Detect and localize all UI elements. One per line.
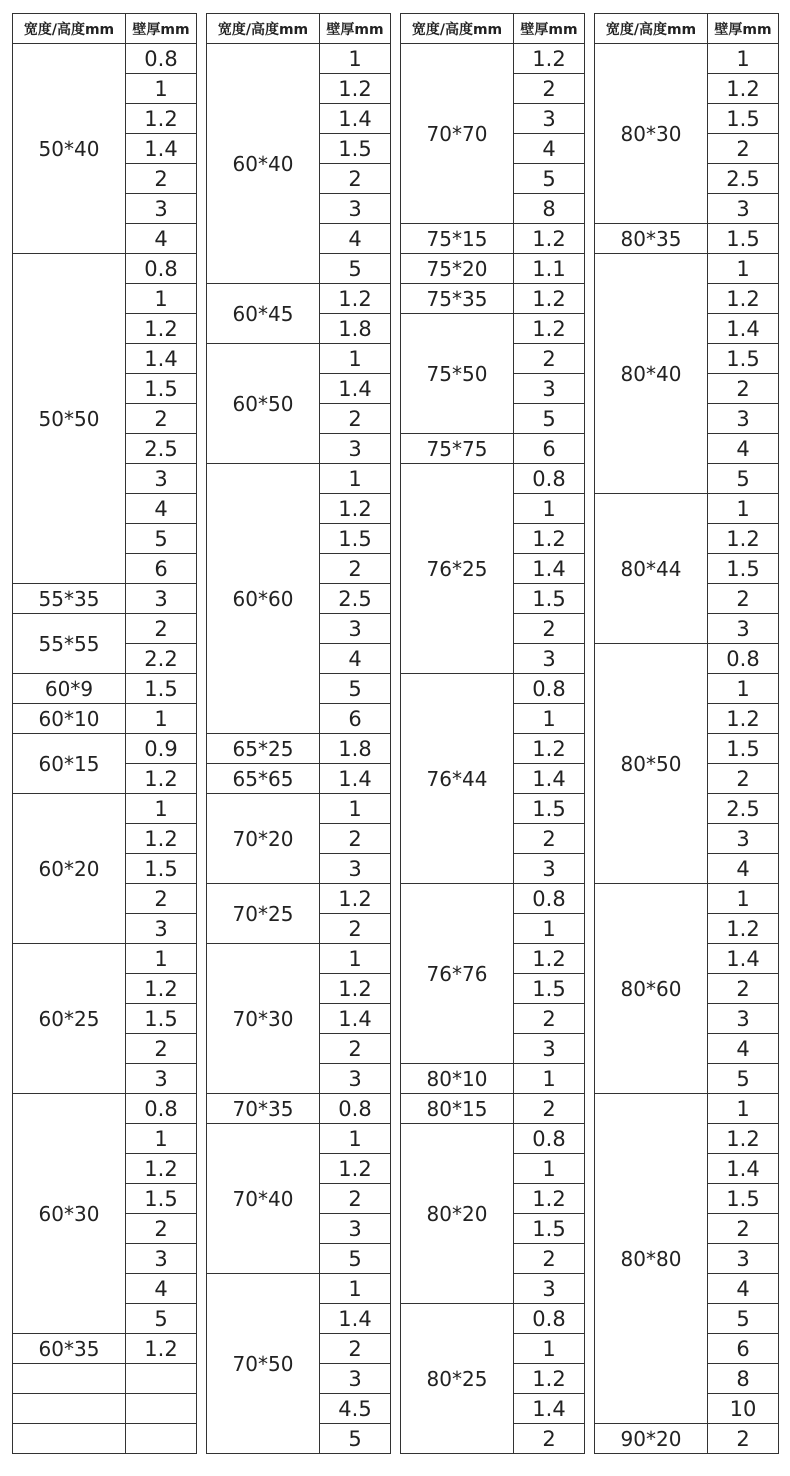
size-cell <box>13 1364 126 1394</box>
thickness-cell: 4 <box>708 434 779 464</box>
thickness-cell: 5 <box>708 464 779 494</box>
thickness-cell: 1.4 <box>708 944 779 974</box>
thickness-cell: 1.2 <box>514 944 585 974</box>
thickness-cell: 2 <box>708 134 779 164</box>
size-cell: 60*40 <box>207 44 320 284</box>
thickness-cell: 1.2 <box>126 1334 197 1364</box>
header-size: 宽度/高度mm <box>13 14 126 44</box>
thickness-cell: 4 <box>126 224 197 254</box>
thickness-cell: 2.5 <box>320 584 391 614</box>
spec-table-4 <box>594 13 779 1454</box>
spec-table-2 <box>206 13 391 1454</box>
thickness-cell: 1.8 <box>320 734 391 764</box>
size-cell: 70*30 <box>207 944 320 1094</box>
thickness-cell: 1.4 <box>320 374 391 404</box>
thickness-cell <box>126 1364 197 1394</box>
size-cell: 80*25 <box>401 1304 514 1454</box>
size-cell <box>13 1424 126 1454</box>
thickness-cell: 0.8 <box>514 464 585 494</box>
thickness-cell: 3 <box>708 1244 779 1274</box>
thickness-cell <box>126 1394 197 1424</box>
thickness-cell: 0.8 <box>126 254 197 284</box>
thickness-cell: 1.2 <box>320 284 391 314</box>
thickness-cell: 1 <box>708 1094 779 1124</box>
size-cell: 55*55 <box>13 614 126 674</box>
thickness-cell: 5 <box>514 404 585 434</box>
thickness-cell: 1.2 <box>514 224 585 254</box>
header-thickness: 壁厚mm <box>126 14 197 44</box>
thickness-cell: 1.5 <box>126 1004 197 1034</box>
size-cell: 76*25 <box>401 464 514 674</box>
thickness-cell: 1.5 <box>708 104 779 134</box>
thickness-cell: 3 <box>514 854 585 884</box>
size-cell: 80*44 <box>595 494 708 644</box>
thickness-cell: 1.4 <box>514 1394 585 1424</box>
thickness-cell: 1.2 <box>320 1154 391 1184</box>
thickness-cell: 1 <box>514 494 585 524</box>
thickness-cell: 6 <box>126 554 197 584</box>
thickness-cell: 1 <box>708 674 779 704</box>
thickness-cell: 2 <box>320 1184 391 1214</box>
size-cell: 80*80 <box>595 1094 708 1424</box>
size-cell: 75*15 <box>401 224 514 254</box>
thickness-cell: 1.4 <box>320 104 391 134</box>
thickness-cell: 1.5 <box>708 734 779 764</box>
thickness-cell: 1.2 <box>126 1154 197 1184</box>
thickness-cell: 1.4 <box>126 134 197 164</box>
thickness-cell: 3 <box>126 464 197 494</box>
thickness-cell: 1.2 <box>708 914 779 944</box>
size-cell: 55*35 <box>13 584 126 614</box>
thickness-cell: 5 <box>514 164 585 194</box>
thickness-cell: 1 <box>708 494 779 524</box>
thickness-cell: 2.5 <box>708 794 779 824</box>
thickness-cell: 1.2 <box>708 1124 779 1154</box>
thickness-cell: 2 <box>320 164 391 194</box>
thickness-cell: 1.5 <box>708 1184 779 1214</box>
size-cell: 80*10 <box>401 1064 514 1094</box>
thickness-cell: 2.5 <box>126 434 197 464</box>
thickness-cell: 1 <box>320 794 391 824</box>
thickness-cell: 2 <box>320 824 391 854</box>
thickness-cell: 3 <box>320 1214 391 1244</box>
thickness-cell: 1.1 <box>514 254 585 284</box>
thickness-cell: 6 <box>514 434 585 464</box>
thickness-cell: 1.4 <box>514 764 585 794</box>
thickness-cell: 2 <box>514 344 585 374</box>
size-cell: 60*60 <box>207 464 320 734</box>
thickness-cell: 1.2 <box>514 524 585 554</box>
thickness-cell: 5 <box>708 1064 779 1094</box>
thickness-cell: 2 <box>320 914 391 944</box>
thickness-cell: 1.4 <box>320 764 391 794</box>
thickness-cell: 0.9 <box>126 734 197 764</box>
thickness-cell: 2 <box>708 1214 779 1244</box>
thickness-cell: 1 <box>320 344 391 374</box>
thickness-cell: 1.2 <box>514 284 585 314</box>
thickness-cell: 1.2 <box>708 284 779 314</box>
thickness-cell: 1.2 <box>708 524 779 554</box>
size-cell: 80*60 <box>595 884 708 1094</box>
thickness-cell: 0.8 <box>514 884 585 914</box>
thickness-cell: 4 <box>514 134 585 164</box>
thickness-cell: 2 <box>514 614 585 644</box>
header-thickness: 壁厚mm <box>708 14 779 44</box>
thickness-cell: 1 <box>320 1124 391 1154</box>
size-cell: 70*70 <box>401 44 514 224</box>
thickness-cell: 1.5 <box>514 1214 585 1244</box>
thickness-cell: 1.2 <box>514 314 585 344</box>
thickness-cell: 1.5 <box>514 794 585 824</box>
thickness-cell: 1.2 <box>126 824 197 854</box>
size-cell: 80*35 <box>595 224 708 254</box>
size-cell: 65*65 <box>207 764 320 794</box>
spec-table-1 <box>12 13 197 1454</box>
thickness-cell: 1.2 <box>708 74 779 104</box>
thickness-cell: 3 <box>708 404 779 434</box>
thickness-cell: 3 <box>320 1364 391 1394</box>
size-cell: 60*15 <box>13 734 126 794</box>
thickness-cell: 4 <box>126 494 197 524</box>
size-cell: 75*50 <box>401 314 514 434</box>
thickness-cell: 1 <box>126 74 197 104</box>
thickness-cell: 1 <box>514 914 585 944</box>
header-thickness: 壁厚mm <box>320 14 391 44</box>
thickness-cell: 2 <box>514 74 585 104</box>
thickness-cell: 2 <box>320 404 391 434</box>
thickness-cell: 1 <box>320 464 391 494</box>
thickness-cell: 2 <box>320 1334 391 1364</box>
thickness-cell: 4 <box>708 1034 779 1064</box>
thickness-cell: 1 <box>514 1334 585 1364</box>
thickness-cell: 5 <box>708 1304 779 1334</box>
thickness-cell: 2 <box>126 1214 197 1244</box>
size-cell: 76*44 <box>401 674 514 884</box>
thickness-cell: 3 <box>708 614 779 644</box>
thickness-cell: 1.4 <box>708 314 779 344</box>
thickness-cell: 1.2 <box>320 884 391 914</box>
thickness-cell: 3 <box>514 1274 585 1304</box>
thickness-cell: 2 <box>514 1244 585 1274</box>
thickness-cell: 3 <box>126 584 197 614</box>
thickness-cell: 1.2 <box>126 104 197 134</box>
thickness-cell: 1.5 <box>126 1184 197 1214</box>
thickness-cell: 3 <box>708 1004 779 1034</box>
thickness-cell: 3 <box>708 824 779 854</box>
thickness-cell: 1 <box>126 1124 197 1154</box>
size-cell: 70*40 <box>207 1124 320 1274</box>
thickness-cell: 4 <box>708 854 779 884</box>
thickness-cell: 2.2 <box>126 644 197 674</box>
thickness-cell: 3 <box>126 194 197 224</box>
thickness-cell: 1 <box>126 704 197 734</box>
thickness-cell: 2 <box>126 1034 197 1064</box>
thickness-cell: 1 <box>320 1274 391 1304</box>
thickness-cell: 1.4 <box>126 344 197 374</box>
thickness-cell: 1.4 <box>708 1154 779 1184</box>
size-cell: 80*15 <box>401 1094 514 1124</box>
thickness-cell <box>126 1424 197 1454</box>
thickness-cell: 1.2 <box>514 1364 585 1394</box>
thickness-cell: 2 <box>514 1004 585 1034</box>
thickness-cell: 3 <box>514 104 585 134</box>
thickness-cell: 5 <box>320 1424 391 1454</box>
thickness-cell: 5 <box>320 254 391 284</box>
size-cell: 70*20 <box>207 794 320 884</box>
thickness-cell: 2 <box>514 1424 585 1454</box>
thickness-cell: 1.2 <box>126 314 197 344</box>
size-cell: 80*50 <box>595 644 708 884</box>
thickness-cell: 1.5 <box>126 854 197 884</box>
thickness-cell: 0.8 <box>514 1304 585 1334</box>
thickness-cell: 0.8 <box>126 44 197 74</box>
thickness-cell: 4 <box>320 644 391 674</box>
thickness-cell: 2 <box>708 374 779 404</box>
thickness-cell: 0.8 <box>708 644 779 674</box>
thickness-cell: 5 <box>126 524 197 554</box>
thickness-cell: 1 <box>708 44 779 74</box>
thickness-cell: 1.4 <box>320 1304 391 1334</box>
thickness-cell: 2 <box>514 1094 585 1124</box>
thickness-cell: 3 <box>514 644 585 674</box>
header-thickness: 壁厚mm <box>514 14 585 44</box>
thickness-cell: 1.2 <box>514 1184 585 1214</box>
thickness-cell: 1.5 <box>708 224 779 254</box>
thickness-cell: 1.2 <box>126 974 197 1004</box>
thickness-cell: 2 <box>126 164 197 194</box>
thickness-cell: 1 <box>514 1064 585 1094</box>
thickness-cell: 3 <box>126 914 197 944</box>
thickness-cell: 1.5 <box>320 524 391 554</box>
thickness-cell: 4.5 <box>320 1394 391 1424</box>
size-cell: 60*30 <box>13 1094 126 1334</box>
header-size: 宽度/高度mm <box>401 14 514 44</box>
thickness-cell: 8 <box>514 194 585 224</box>
thickness-cell: 1 <box>320 44 391 74</box>
size-cell: 60*50 <box>207 344 320 464</box>
thickness-cell: 10 <box>708 1394 779 1424</box>
thickness-cell: 1 <box>320 944 391 974</box>
thickness-cell: 1.2 <box>320 494 391 524</box>
thickness-cell: 2 <box>126 884 197 914</box>
thickness-cell: 2 <box>708 764 779 794</box>
thickness-cell: 1 <box>514 1154 585 1184</box>
thickness-cell: 1.2 <box>320 74 391 104</box>
thickness-cell: 1.4 <box>320 1004 391 1034</box>
size-cell: 60*10 <box>13 704 126 734</box>
thickness-cell: 8 <box>708 1364 779 1394</box>
thickness-cell: 0.8 <box>126 1094 197 1124</box>
size-cell: 60*9 <box>13 674 126 704</box>
thickness-cell: 3 <box>320 854 391 884</box>
thickness-cell: 2 <box>514 824 585 854</box>
thickness-cell: 1.2 <box>320 974 391 1004</box>
thickness-cell: 1.5 <box>320 134 391 164</box>
thickness-cell: 5 <box>320 674 391 704</box>
thickness-cell: 1 <box>708 884 779 914</box>
thickness-cell: 1.5 <box>514 584 585 614</box>
size-cell: 80*20 <box>401 1124 514 1304</box>
thickness-cell: 1.5 <box>126 674 197 704</box>
size-cell: 80*30 <box>595 44 708 224</box>
size-cell: 75*35 <box>401 284 514 314</box>
thickness-cell: 3 <box>320 614 391 644</box>
size-cell: 80*40 <box>595 254 708 494</box>
thickness-cell: 4 <box>320 224 391 254</box>
size-cell: 60*20 <box>13 794 126 944</box>
thickness-cell: 2 <box>126 404 197 434</box>
size-cell: 50*50 <box>13 254 126 584</box>
thickness-cell: 0.8 <box>320 1094 391 1124</box>
thickness-cell: 1.8 <box>320 314 391 344</box>
size-cell: 50*40 <box>13 44 126 254</box>
thickness-cell: 1.4 <box>514 554 585 584</box>
thickness-cell: 2 <box>708 584 779 614</box>
thickness-cell: 6 <box>708 1334 779 1364</box>
thickness-cell: 1.2 <box>514 734 585 764</box>
thickness-cell: 1 <box>126 944 197 974</box>
thickness-cell: 3 <box>126 1064 197 1094</box>
thickness-cell: 2 <box>320 554 391 584</box>
size-cell <box>13 1394 126 1424</box>
size-cell: 60*35 <box>13 1334 126 1364</box>
size-cell: 70*25 <box>207 884 320 944</box>
thickness-cell: 4 <box>126 1274 197 1304</box>
thickness-cell: 5 <box>320 1244 391 1274</box>
thickness-cell: 1 <box>126 794 197 824</box>
spec-table-3 <box>400 13 585 1454</box>
thickness-cell: 1.2 <box>708 704 779 734</box>
thickness-cell: 1 <box>514 704 585 734</box>
thickness-cell: 1.2 <box>126 764 197 794</box>
thickness-cell: 2 <box>126 614 197 644</box>
size-cell: 76*76 <box>401 884 514 1064</box>
size-cell: 75*20 <box>401 254 514 284</box>
thickness-cell: 3 <box>320 1064 391 1094</box>
size-cell: 70*50 <box>207 1274 320 1454</box>
thickness-cell: 1.5 <box>126 374 197 404</box>
thickness-cell: 0.8 <box>514 1124 585 1154</box>
size-cell: 60*25 <box>13 944 126 1094</box>
size-cell: 90*20 <box>595 1424 708 1454</box>
thickness-cell: 3 <box>514 1034 585 1064</box>
thickness-cell: 3 <box>320 194 391 224</box>
thickness-cell: 1 <box>708 254 779 284</box>
size-cell: 60*45 <box>207 284 320 344</box>
thickness-cell: 6 <box>320 704 391 734</box>
thickness-cell: 4 <box>708 1274 779 1304</box>
header-size: 宽度/高度mm <box>207 14 320 44</box>
thickness-cell: 0.8 <box>514 674 585 704</box>
thickness-cell: 1.5 <box>514 974 585 1004</box>
thickness-cell: 2 <box>708 1424 779 1454</box>
thickness-cell: 3 <box>126 1244 197 1274</box>
size-cell: 75*75 <box>401 434 514 464</box>
size-cell: 65*25 <box>207 734 320 764</box>
thickness-cell: 3 <box>708 194 779 224</box>
thickness-cell: 2.5 <box>708 164 779 194</box>
header-size: 宽度/高度mm <box>595 14 708 44</box>
thickness-cell: 1 <box>126 284 197 314</box>
thickness-cell: 1.2 <box>514 44 585 74</box>
size-cell: 70*35 <box>207 1094 320 1124</box>
thickness-cell: 5 <box>126 1304 197 1334</box>
thickness-cell: 2 <box>320 1034 391 1064</box>
thickness-cell: 1.5 <box>708 554 779 584</box>
thickness-cell: 2 <box>708 974 779 1004</box>
thickness-cell: 3 <box>320 434 391 464</box>
thickness-cell: 1.5 <box>708 344 779 374</box>
thickness-cell: 3 <box>514 374 585 404</box>
